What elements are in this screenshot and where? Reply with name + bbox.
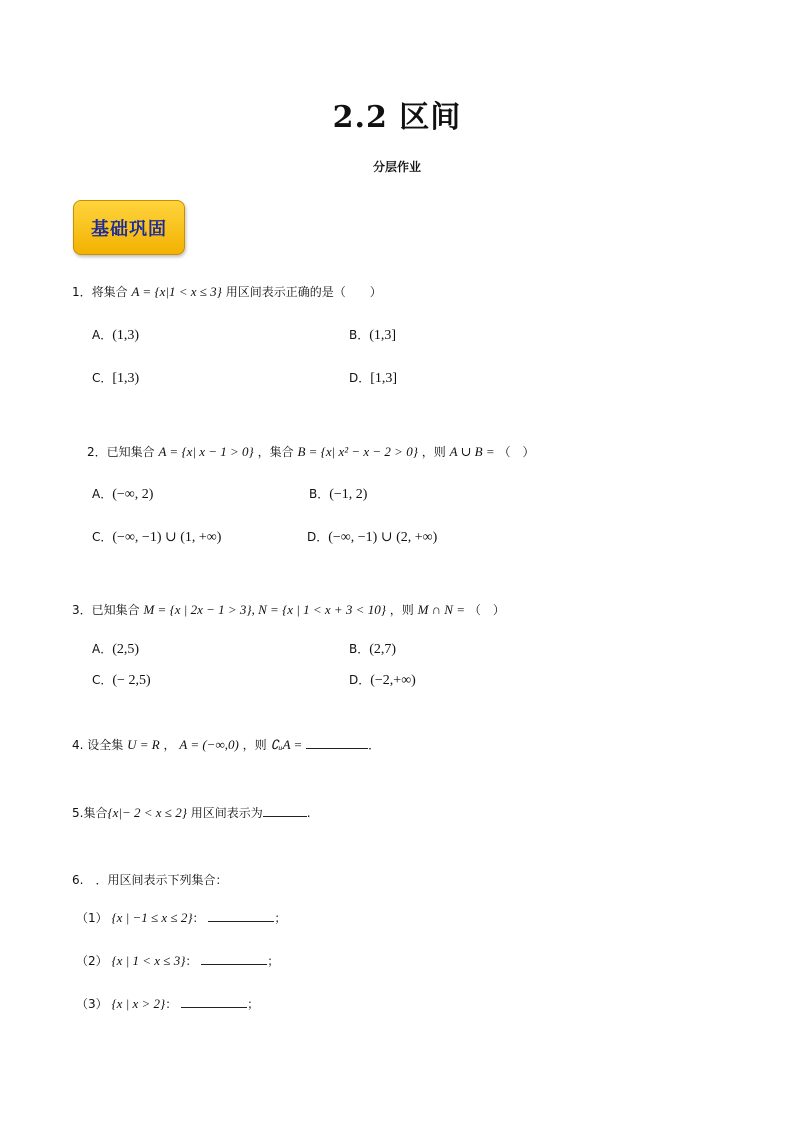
item-label: （1）: [76, 911, 108, 925]
answer-blank[interactable]: [201, 952, 267, 965]
option-value: (−∞, −1) ∪ (2, +∞): [328, 530, 438, 545]
option-label: A．: [92, 328, 113, 342]
option-label: B．: [309, 487, 330, 501]
answer-blank[interactable]: [263, 804, 307, 817]
option-value: (−∞, 2): [112, 487, 154, 502]
question-1-option-b[interactable]: [349, 326, 396, 344]
option-value: (1,3): [112, 328, 140, 343]
question-4-math: U = R: [127, 737, 160, 752]
question-5-math: {x|− 2 < x ≤ 2}: [107, 805, 187, 820]
question-6-prefix: 6. ．用区间表示下列集合：: [72, 873, 228, 887]
question-3-end: （ ）: [468, 603, 505, 617]
question-2-middle: ，集合: [257, 445, 294, 459]
question-2-option-d[interactable]: [307, 528, 437, 546]
question-3-option-d[interactable]: [349, 671, 416, 689]
item-label: （2）: [76, 954, 108, 968]
question-6-item-1: [76, 909, 286, 926]
question-4-suffix: ，则: [242, 738, 267, 752]
question-3-option-b[interactable]: [349, 640, 396, 658]
question-3-math: M = {x | 2x − 1 > 3}, N = {x | 1 < x + 3 < 10}: [143, 602, 386, 617]
option-value: (−∞, −1) ∪ (1, +∞): [112, 530, 222, 545]
question-5-prefix: 5.集合: [72, 806, 108, 820]
question-4: [72, 736, 380, 753]
question-2-option-b[interactable]: [309, 485, 367, 503]
answer-blank[interactable]: [306, 736, 368, 749]
option-label: A．: [92, 487, 113, 501]
item-colon: ：: [192, 911, 205, 925]
question-6-item-2: [76, 952, 279, 969]
page-subtitle: 分层作业: [372, 160, 421, 174]
option-label: B．: [349, 642, 370, 656]
question-2-math3: A ∪ B =: [449, 444, 495, 459]
question-1-option-d[interactable]: [349, 369, 397, 387]
section-badge-label: 基础巩固: [91, 218, 167, 240]
item-colon: ：: [185, 954, 198, 968]
question-2-suffix: ，则: [421, 445, 446, 459]
question-3-math2: M ∩ N =: [417, 602, 465, 617]
item-end: ；: [247, 997, 260, 1011]
option-value: [1,3]: [370, 371, 398, 386]
option-label: C．: [92, 530, 113, 544]
question-3-prefix: 3．已知集合: [72, 603, 140, 617]
question-2-math: A = {x| x − 1 > 0}: [158, 444, 254, 459]
question-2-math2: B = {x| x² − x − 2 > 0}: [297, 444, 418, 459]
question-4-prefix: 4. 设全集: [72, 738, 124, 752]
question-3-suffix: ，则: [389, 603, 414, 617]
item-end: ；: [274, 911, 287, 925]
option-value: [1,3): [112, 371, 140, 386]
question-1-suffix: 用区间表示正确的是（ ）: [225, 285, 382, 299]
item-math: {x | 1 < x ≤ 3}: [111, 953, 186, 968]
question-4-math2: A = (−∞,0): [179, 737, 239, 752]
question-1: [72, 284, 382, 300]
question-4-math3: ∁ᵤA =: [270, 737, 303, 752]
option-label: D．: [349, 371, 371, 385]
question-2-prefix: 2．已知集合: [87, 445, 155, 459]
option-value: (1,3]: [369, 328, 397, 343]
option-label: D．: [349, 673, 371, 687]
question-2-option-c[interactable]: [92, 528, 221, 546]
question-1-math: A = {x|1 < x ≤ 3}: [131, 284, 222, 299]
question-3-option-a[interactable]: [92, 640, 139, 658]
page-title: 2.2 区间: [332, 100, 462, 135]
question-1-prefix: 1．将集合: [72, 285, 128, 299]
question-2: [87, 444, 534, 460]
item-label: （3）: [76, 997, 108, 1011]
item-end: ；: [267, 954, 280, 968]
question-6-item-3: [76, 995, 259, 1012]
question-3: [72, 602, 505, 618]
option-value: (−1, 2): [329, 487, 368, 502]
option-label: C．: [92, 371, 113, 385]
question-1-option-c[interactable]: [92, 369, 139, 387]
question-4-end: ．: [368, 738, 381, 752]
option-value: (− 2,5): [112, 673, 151, 688]
question-4-middle: ，: [163, 738, 176, 752]
answer-blank[interactable]: [208, 909, 274, 922]
question-1-option-a[interactable]: [92, 326, 139, 344]
question-2-option-a[interactable]: [92, 485, 153, 503]
question-5-end: .: [306, 806, 311, 820]
question-5: [72, 804, 311, 821]
option-value: (2,7): [369, 642, 397, 657]
option-label: D．: [307, 530, 329, 544]
question-2-end: （ ）: [498, 445, 535, 459]
answer-blank[interactable]: [181, 995, 247, 1008]
question-5-suffix: 用区间表示为: [190, 806, 263, 820]
item-math: {x | x > 2}: [111, 996, 166, 1011]
question-3-option-c[interactable]: [92, 671, 151, 689]
item-colon: ：: [165, 997, 178, 1011]
option-value: (2,5): [112, 642, 140, 657]
item-math: {x | −1 ≤ x ≤ 2}: [111, 910, 193, 925]
option-value: (−2,+∞): [370, 673, 416, 688]
section-badge: [73, 200, 185, 255]
option-label: B．: [349, 328, 370, 342]
question-6: [72, 872, 227, 888]
option-label: C．: [92, 673, 113, 687]
option-label: A．: [92, 642, 113, 656]
